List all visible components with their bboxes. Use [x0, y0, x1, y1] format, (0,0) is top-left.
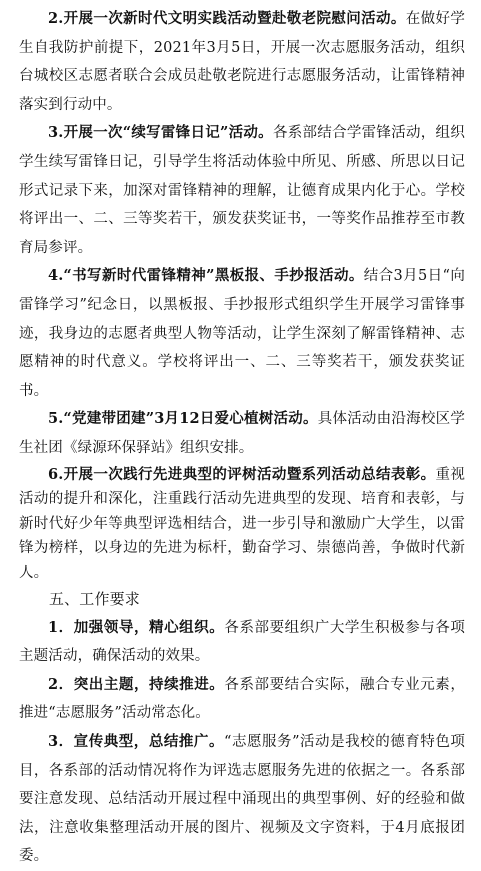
requirement-item-1: [19, 614, 465, 671]
paragraph-body: 重视活动的提升和深化，注重践行活动先进典型的发现、培育和表彰，与新时代好少年等典型评选相结合，进一步引导和激励广大学生，以雷锋为榜样，以身边的先进为标杆，勤奋学习、崇德尚善，争做时代新人。: [19, 466, 465, 581]
paragraph-lead: 2．突出主题，持续推进。: [48, 675, 225, 693]
paragraph-lead: 1．加强领导，精心组织。: [48, 618, 225, 636]
paragraph-body: 各系部要结合实际，融合专业元素，推进“志愿服务”活动常态化。: [19, 676, 465, 722]
paragraph-lead: 3.开展一次“续写雷锋日记”活动。: [48, 124, 273, 142]
paragraph-lead: 2.开展一次新时代文明实践活动暨赴敬老院慰问活动。: [48, 10, 406, 27]
paragraph-lead: 4.“书写新时代雷锋精神”黑板报、手抄报活动。: [48, 267, 364, 285]
paragraph-lead: 3．宣传典型，总结推广。: [48, 732, 224, 750]
requirement-item-3: [19, 728, 465, 871]
paragraph-body: “志愿服务”活动是我校的德育特色项目，各系部的活动情况将作为评选志愿服务先进的依据之一。各系部要注意发现、总结活动开展过程中涌现出的典型事例、好的经验和做法，注意收集整理活动开展的图片、视频及文字资料，于4月底报团委。: [19, 733, 466, 865]
paragraph-lead: 5.“党建带团建”3月12日爱心植树活动。: [48, 410, 318, 428]
requirement-item-2: [19, 671, 465, 728]
paragraph-item-2: [19, 5, 465, 119]
paragraph-item-6: [19, 463, 465, 586]
paragraph-body: 结合3月5日“向雷锋学习”纪念日，以黑板报、手抄报形式组织学生开展学习雷锋事迹，我身边的志愿者典型人物等活动，让学生深刻了解雷锋精神、志愿精神的时代意义。学校将评出一、二、三等奖若干，颁发获奖证书。: [19, 268, 465, 399]
paragraph-item-3: [19, 119, 465, 262]
paragraph-item-4: [19, 262, 465, 405]
paragraph-body: 各系部要组织广大学生积极参与各项主题活动，确保活动的效果。: [19, 619, 465, 665]
section-heading: 五、工作要求: [49, 590, 140, 608]
paragraph-item-5: [19, 405, 465, 462]
paragraph-body: 各系部结合学雷锋活动，组织学生续写雷锋日记，引导学生将活动体验中所见、所感、所思以日记形式记录下来，加深对雷锋精神的理解，让德育成果内化于心。学校将评出一、二、三等奖若干，颁发获奖证书，一等奖作品推荐至市教育局参评。: [19, 125, 465, 256]
paragraph-lead: 6.开展一次践行先进典型的评树活动暨系列活动总结表彰。: [48, 465, 436, 483]
paragraph-body: 具体活动由沿海校区学生社团《绿源环保驿站》组织安排。: [19, 411, 466, 456]
paragraph-body: 在做好学生自我防护前提下，2021年3月5日，开展一次志愿服务活动，组织台城校区志愿者联合会成员赴敬老院进行志愿服务活动，让雷锋精神落实到行动中。: [19, 11, 465, 113]
